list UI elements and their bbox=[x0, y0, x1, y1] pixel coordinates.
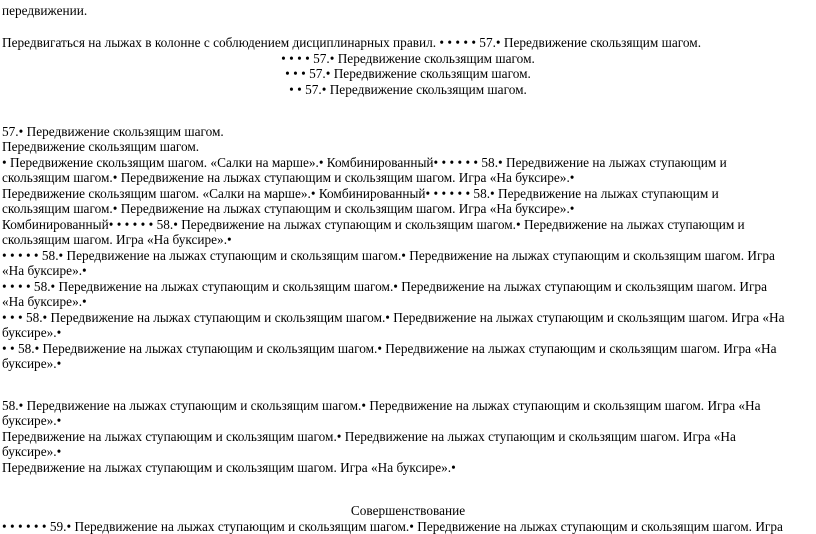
text-line: скользящим шагом. Игра «На буксире».• bbox=[2, 232, 232, 247]
text-line: • Передвижение скользящим шагом. «Салки на марше».• Комбинированный• • • • • • 58.• Передвижение на лыжах ступающим и bbox=[2, 155, 727, 170]
text-line: буксире».• bbox=[2, 325, 62, 340]
text-line: «На буксире».• bbox=[2, 263, 87, 278]
text-line: • • • • 58.• Передвижение на лыжах ступающим и скользящим шагом.• Передвижение на лыжах ступающим и скользящим шагом. Игра bbox=[2, 279, 767, 294]
text-line: Передвижение на лыжах ступающим и скользящим шагом.• Передвижение на лыжах ступающим и скользящим шагом. Игра «На bbox=[2, 429, 736, 444]
section-heading: Совершенствование bbox=[350, 503, 466, 518]
text-line: Комбинированный• • • • • • 58.• Передвижение на лыжах ступающим и скользящим шагом.• Передвижение на лыжах ступающим и bbox=[2, 217, 745, 232]
text-line: Передвижение скользящим шагом. «Салки на марше».• Комбинированный• • • • • • 58.• Передвижение на лыжах ступающим и bbox=[2, 186, 719, 201]
text-line-centered: • • • 57.• Передвижение скользящим шагом. bbox=[285, 66, 531, 81]
text-line: 57.• Передвижение скользящим шагом. bbox=[2, 124, 224, 139]
text-line: буксире».• bbox=[2, 356, 62, 371]
text-line-centered: • • 57.• Передвижение скользящим шагом. bbox=[289, 82, 527, 97]
text-line: скользящим шагом.• Передвижение на лыжах ступающим и скользящим шагом. Игра «На буксире».• bbox=[2, 170, 575, 185]
text-line: 58.• Передвижение на лыжах ступающим и скользящим шагом.• Передвижение на лыжах ступающим и скользящим шагом. Игра «На bbox=[2, 398, 761, 413]
text-line: Передвижение на лыжах ступающим и скользящим шагом. Игра «На буксире».• bbox=[2, 460, 456, 475]
text-line: буксире».• bbox=[2, 444, 62, 459]
text-line: Передвигаться на лыжах в колонне с соблюдением дисциплинарных правил. • • • • • 57.• Передвижение скользящим шагом. bbox=[2, 35, 702, 50]
text-line: буксире».• bbox=[2, 413, 62, 428]
text-line: • • • 58.• Передвижение на лыжах ступающим и скользящим шагом.• Передвижение на лыжах ступающим и скользящим шагом. Игра «На bbox=[2, 310, 785, 325]
text-line: скользящим шагом.• Передвижение на лыжах ступающим и скользящим шагом. Игра «На буксире».• bbox=[2, 201, 575, 216]
text-line: «На буксире».• bbox=[2, 294, 87, 309]
text-line-centered: • • • • 57.• Передвижение скользящим шагом. bbox=[281, 51, 535, 66]
text-line: • • • • • 58.• Передвижение на лыжах ступающим и скользящим шагом.• Передвижение на лыжах ступающим и скользящим шагом. Игра bbox=[2, 248, 775, 263]
text-line: Передвижение скользящим шагом. bbox=[2, 139, 200, 154]
text-line: передвижении. bbox=[2, 3, 88, 18]
text-line: • • 58.• Передвижение на лыжах ступающим и скользящим шагом.• Передвижение на лыжах ступающим и скользящим шагом. Игра «На bbox=[2, 341, 777, 356]
text-line: • • • • • • 59.• Передвижение на лыжах ступающим и скользящим шагом.• Передвижение на лыжах ступающим и скользящим шагом. Игра bbox=[2, 519, 783, 534]
